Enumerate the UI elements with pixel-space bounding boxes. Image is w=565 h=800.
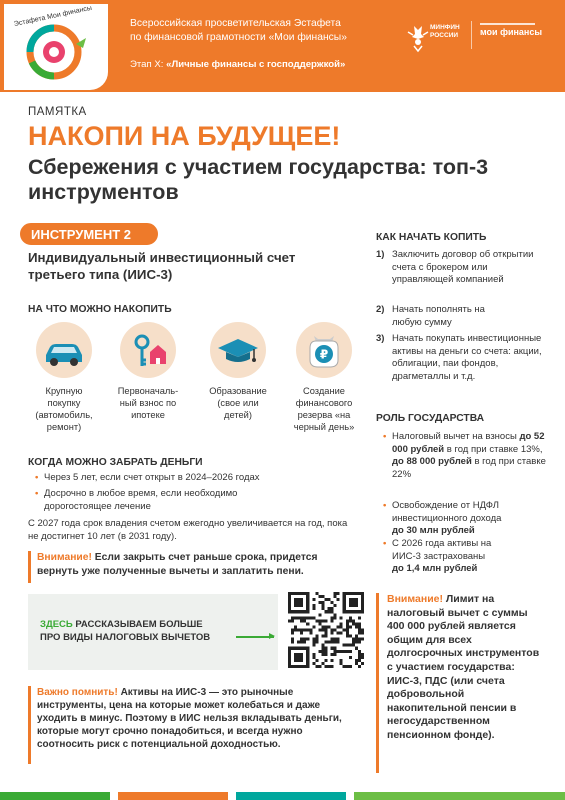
- how-to-heading: КАК НАЧАТЬ КОПИТЬ: [376, 232, 487, 243]
- link-text-rest: РАССКАЗЫВАЕМ БОЛЬШЕ: [75, 619, 203, 630]
- footer-stripe: [236, 792, 346, 800]
- page-title: НАКОПИ НА БУДУЩЕЕ!: [28, 121, 341, 151]
- instrument-badge: ИНСТРУМЕНТ 2: [20, 223, 158, 245]
- ruble-bag-icon: [296, 322, 352, 378]
- step-text: Заключить договор об открытии счета с брокером или управляющей компанией: [392, 249, 534, 285]
- header-divider: [471, 21, 472, 49]
- state-role-bullet: • С 2026 года активы на ИИС-3 застрахованы до 1,4 млн рублей: [392, 538, 522, 576]
- minfin-label: [430, 24, 460, 40]
- goal-item-mortgage: [114, 322, 182, 421]
- goal-label: Создание финансового резерва «на черный день»: [293, 386, 355, 432]
- house-key-icon: [120, 322, 176, 378]
- relay-logo: [4, 4, 108, 90]
- graduation-cap-icon: [210, 322, 266, 378]
- stage-label: [130, 59, 345, 70]
- remember-box: [28, 686, 360, 764]
- goals-heading: НА ЧТО МОЖНО НАКОПИТЬ: [28, 304, 172, 315]
- state-role-heading: РОЛЬ ГОСУДАРСТВА: [376, 413, 485, 424]
- footer-stripe: [0, 792, 110, 800]
- brand-logo-text: мои финансы: [480, 27, 543, 37]
- page-subtitle: Сбережения с участием государства: топ-3 инструментов: [28, 155, 489, 204]
- remember-text: Активы на ИИС-3 — это рыночные инструменты, цена на которые может колебаться и даже уходить в минус. Поэтому в ИИС нельзя вкладывать деньги, которые могут срочно понадобиться, и всегда нужно соотносить риск с потенциальной доходностью.: [37, 687, 342, 750]
- withdraw-heading: КОГДА МОЖНО ЗАБРАТЬ ДЕНЬГИ: [28, 457, 203, 468]
- deduction-limit-warning: [376, 593, 546, 773]
- step-text: Начать покупать инвестиционные активы на деньги со счета: акции, облигации, паи фондов, драгметаллы и т.д.: [392, 333, 542, 382]
- stage-name: «Личные финансы с господдержкой»: [166, 59, 346, 70]
- footer-stripe: [118, 792, 228, 800]
- goal-label: Крупную покупку (автомобиль, ремонт): [35, 386, 93, 432]
- car-icon: [36, 322, 92, 378]
- minfin-line-2: РОССИИ: [430, 32, 459, 39]
- limit-warning-text: Лимит на налоговый вычет с суммы 400 000 рублей является общим для всех долгосрочных инструментов с участием государства: ИИС-3, ПДС (или счета добровольной накопительной пенсии в негосударственном пенсионном фонде).: [387, 593, 540, 741]
- step-number: 3): [376, 333, 385, 344]
- memo-label: ПАМЯТКА: [28, 106, 87, 118]
- footer-stripe: [354, 792, 565, 800]
- state-role-bullet: • Налоговый вычет на взносы до 52 000 рублей в год при ставке 13%, до 88 000 рублей в год при ставке 22%: [392, 431, 552, 481]
- org-line-1: Всероссийская просветительская Эстафета: [130, 18, 341, 29]
- link-text-line2: ПРО ВИДЫ НАЛОГОВЫХ ВЫЧЕТОВ: [40, 632, 211, 643]
- header-banner: [0, 0, 565, 92]
- withdraw-bullet: • Через 5 лет, если счет открыт в 2024–2026 годах: [44, 472, 344, 485]
- brand-overline: [480, 23, 535, 25]
- warning-box: [28, 551, 360, 583]
- step-number: 1): [376, 249, 385, 260]
- state-role-bullet: • Освобождение от НДФЛ инвестиционного дохода до 30 млн рублей: [392, 500, 532, 538]
- goal-item-reserve: [290, 322, 358, 433]
- remember-prefix: Важно помнить!: [37, 687, 118, 698]
- warning-text: Если закрыть счет раньше срока, придется вернуть уже полученные вычеты и заплатить пени.: [37, 552, 318, 577]
- footer-stripes: [0, 792, 565, 800]
- relay-logo-icon: [4, 4, 108, 90]
- goal-label: Образование (свое или детей): [209, 386, 267, 420]
- logo-text: Эстафета Мои финансы: [13, 4, 93, 29]
- org-line-2: по финансовой грамотности «Мои финансы»: [130, 32, 347, 43]
- withdraw-bullet: • Досрочно в любое время, если необходимо дорогостоящее лечение: [44, 488, 274, 513]
- goal-label: Первоначаль- ный взнос по ипотеке: [117, 386, 179, 420]
- link-highlight: ЗДЕСЬ: [40, 619, 73, 630]
- goal-item-car: [30, 322, 98, 433]
- arrow-right-icon: [236, 636, 274, 638]
- step-text: Начать пополнять на любую сумму: [392, 304, 485, 328]
- stage-prefix: Этап X:: [130, 59, 164, 70]
- org-title: [130, 17, 347, 45]
- svg-text:₽: ₽: [319, 347, 329, 362]
- minfin-line-1: МИНФИН: [430, 24, 460, 31]
- step-number: 2): [376, 304, 385, 315]
- goal-item-education: [204, 322, 272, 421]
- withdraw-note: С 2027 года срок владения счетом ежегодно увеличивается на год, пока не достигнет 10 лет (в 2031 году).: [28, 518, 348, 542]
- tax-deduction-link-text[interactable]: [40, 618, 210, 644]
- warning-prefix: Внимание!: [37, 552, 92, 563]
- limit-warning-prefix: Внимание!: [387, 593, 443, 605]
- instrument-name: Индивидуальный инвестиционный счет третьего типа (ИИС-3): [28, 250, 296, 282]
- qr-code[interactable]: [288, 592, 364, 668]
